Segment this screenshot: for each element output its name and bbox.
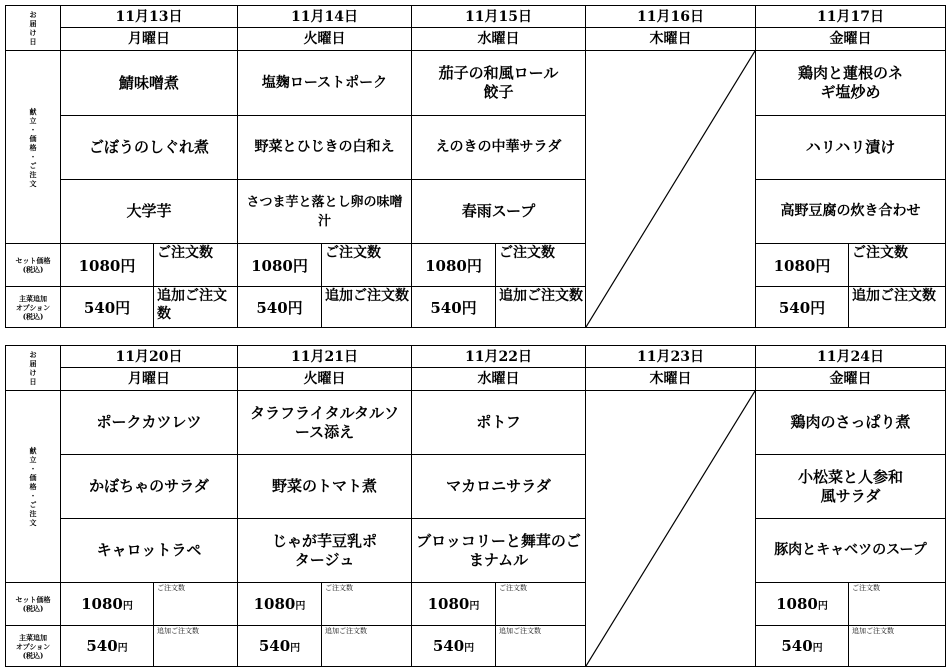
option-price: 540円 <box>412 626 496 667</box>
dish-main: ポトフ <box>412 391 586 455</box>
weekday-cell: 火曜日 <box>238 368 412 391</box>
order-quantity-field[interactable]: ご注文数 <box>496 583 586 626</box>
additional-order-field[interactable]: 追加ご注文数 <box>322 626 412 667</box>
set-price: 1080円 <box>412 583 496 626</box>
date-cell: 11月15日 <box>412 6 586 28</box>
dish-side: ハリハリ漬け <box>756 116 946 180</box>
delivery-date-label: お 届 け 日 <box>6 6 61 51</box>
order-quantity-field[interactable]: ご注文数 <box>322 583 412 626</box>
order-quantity-field[interactable]: ご注文数 <box>849 244 946 287</box>
date-cell: 11月20日 <box>61 346 238 368</box>
order-quantity-field[interactable]: ご注文数 <box>154 244 238 287</box>
dish-soup: キャロットラペ <box>61 519 238 583</box>
weekday-cell: 金曜日 <box>756 368 946 391</box>
set-price-label: セット価格 (税込) <box>6 244 61 287</box>
additional-order-field[interactable]: 追加ご注文数 <box>849 626 946 667</box>
dish-side: 野菜のトマト煮 <box>238 455 412 519</box>
dish-soup: 豚肉とキャベツのスープ <box>756 519 946 583</box>
dish-main: 鶏肉と蓮根のネギ塩炒め <box>756 51 946 116</box>
additional-order-field[interactable]: 追加ご注文数 <box>154 287 238 328</box>
dish-side: 野菜とひじきの白和え <box>238 116 412 180</box>
option-price-label: 主菜追加 オプション (税込) <box>6 626 61 667</box>
set-price: 1080円 <box>238 583 322 626</box>
additional-order-field[interactable]: 追加ご注文数 <box>496 626 586 667</box>
order-quantity-field[interactable]: ご注文数 <box>849 583 946 626</box>
weekday-cell: 水曜日 <box>412 28 586 51</box>
additional-order-field[interactable]: 追加ご注文数 <box>849 287 946 328</box>
dish-main: ポークカツレツ <box>61 391 238 455</box>
set-price: 1080円 <box>238 244 322 287</box>
set-price: 1080円 <box>756 583 849 626</box>
date-cell: 11月23日 <box>586 346 756 368</box>
option-price: 540円 <box>61 287 154 328</box>
closed-slash <box>586 51 755 327</box>
additional-order-field[interactable]: 追加ご注文数 <box>496 287 586 328</box>
closed-slash <box>586 391 755 666</box>
closed-day-cell <box>586 391 756 667</box>
date-cell: 11月24日 <box>756 346 946 368</box>
week-2-table <box>5 345 946 667</box>
week-1-table <box>5 5 946 328</box>
date-cell: 11月21日 <box>238 346 412 368</box>
option-price: 540円 <box>238 626 322 667</box>
dish-main: 鯖味噌煮 <box>61 51 238 116</box>
weekday-cell: 水曜日 <box>412 368 586 391</box>
delivery-date-label: お 届 け 日 <box>6 346 61 391</box>
order-quantity-field[interactable]: ご注文数 <box>322 244 412 287</box>
order-quantity-field[interactable]: ご注文数 <box>496 244 586 287</box>
closed-day-cell <box>586 51 756 328</box>
weekday-cell: 金曜日 <box>756 28 946 51</box>
option-price: 540円 <box>61 626 154 667</box>
weekday-cell: 月曜日 <box>61 28 238 51</box>
option-price: 540円 <box>756 287 849 328</box>
menu-label: 献 立 ・ 価 格 ・ ご 注 文 <box>6 51 61 244</box>
date-cell: 11月13日 <box>61 6 238 28</box>
dish-side: ごぼうのしぐれ煮 <box>61 116 238 180</box>
weekday-cell: 木曜日 <box>586 28 756 51</box>
menu-label: 献 立 ・ 価 格 ・ ご 注 文 <box>6 391 61 583</box>
additional-order-field[interactable]: 追加ご注文数 <box>322 287 412 328</box>
additional-order-field[interactable]: 追加ご注文数 <box>154 626 238 667</box>
dish-main: 塩麹ローストポーク <box>238 51 412 116</box>
dish-soup: 高野豆腐の炊き合わせ <box>756 180 946 244</box>
option-price: 540円 <box>756 626 849 667</box>
date-cell: 11月22日 <box>412 346 586 368</box>
set-price: 1080円 <box>61 583 154 626</box>
option-price: 540円 <box>412 287 496 328</box>
weekday-cell: 木曜日 <box>586 368 756 391</box>
order-quantity-field[interactable]: ご注文数 <box>154 583 238 626</box>
set-price: 1080円 <box>61 244 154 287</box>
dish-side: マカロニサラダ <box>412 455 586 519</box>
dish-soup: じゃが芋豆乳ポタージュ <box>238 519 412 583</box>
date-cell: 11月16日 <box>586 6 756 28</box>
option-price-label: 主菜追加 オプション (税込) <box>6 287 61 328</box>
dish-main: 鶏肉のさっぱり煮 <box>756 391 946 455</box>
dish-side: 小松菜と人参和風サラダ <box>756 455 946 519</box>
dish-side: えのきの中華サラダ <box>412 116 586 180</box>
dish-main: タラフライタルタルソース添え <box>238 391 412 455</box>
weekday-cell: 月曜日 <box>61 368 238 391</box>
set-price: 1080円 <box>412 244 496 287</box>
dish-side: かぼちゃのサラダ <box>61 455 238 519</box>
option-price: 540円 <box>238 287 322 328</box>
set-price-label: セット価格 (税込) <box>6 583 61 626</box>
set-price: 1080円 <box>756 244 849 287</box>
dish-soup: 大学芋 <box>61 180 238 244</box>
dish-soup: さつま芋と落とし卵の味噌汁 <box>238 180 412 244</box>
dish-main: 茄子の和風ロール餃子 <box>412 51 586 116</box>
date-cell: 11月17日 <box>756 6 946 28</box>
dish-soup: ブロッコリーと舞茸のごまナムル <box>412 519 586 583</box>
date-cell: 11月14日 <box>238 6 412 28</box>
weekday-cell: 火曜日 <box>238 28 412 51</box>
dish-soup: 春雨スープ <box>412 180 586 244</box>
